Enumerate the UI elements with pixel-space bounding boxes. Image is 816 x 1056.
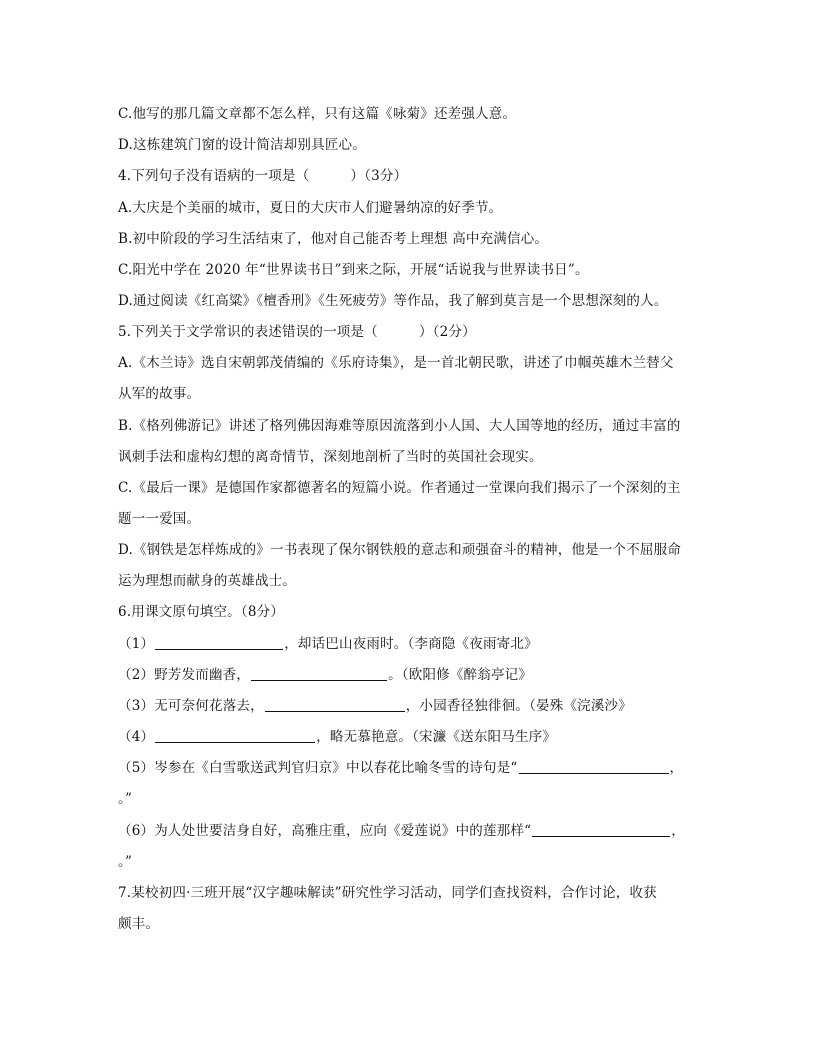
option-4c: C.阳光中学在 2020 年“世界读书日”到来之际，开展“话说我与世界读书日”。: [118, 262, 589, 278]
fill-prefix: （3）无可奈何花落去，: [118, 698, 264, 714]
option-5c-line1: C.《最后一课》是德国作家都德著名的短篇小说。作者通过一堂课向我们揭示了一个深刻的主: [118, 480, 681, 496]
fill-suffix: ，略无慕艳意。（宋濂《送东阳马生序》: [316, 729, 557, 745]
option-5d-line1: D.《钢铁是怎样炼成的》一书表现了保尔钢铁般的意志和顽强奋斗的精神，他是一个不屈服命: [118, 542, 682, 558]
option-5c-line2: 题一一爱国。: [118, 511, 201, 527]
fill-item-2: [118, 665, 708, 685]
question-4: 4.下列句子没有语病的一项是（ ）（3分）: [118, 168, 408, 184]
fill-item-6-cont: 。”: [118, 854, 133, 870]
fill-suffix: ，: [671, 823, 685, 839]
answer-blank-3[interactable]: [265, 697, 405, 712]
option-5a-line2: 从军的故事。: [118, 386, 201, 402]
answer-blank-6[interactable]: [532, 822, 670, 837]
fill-suffix: ，小园香径独徘徊。（晏殊《浣溪沙》: [405, 698, 632, 714]
fill-suffix: ，却话巴山夜雨时。（李商隐《夜雨寄北》: [284, 636, 538, 652]
answer-blank-1[interactable]: [155, 635, 283, 650]
option-5d-line2: 运为理想而献身的英雄战士。: [118, 573, 297, 589]
fill-suffix: 。（欧阳修《醉翁亭记》: [388, 667, 533, 683]
fill-item-6: [118, 821, 708, 841]
fill-item-1: [118, 634, 708, 654]
option-4d: D.通过阅读《红高粱》《檀香刑》《生死疲劳》等作品，我了解到莫言是一个思想深刻的人。: [118, 293, 668, 309]
answer-blank-2[interactable]: [251, 666, 387, 681]
option-5a-line1: A.《木兰诗》选自宋朝郭茂倩编的《乐府诗集》，是一首北朝民歌，讲述了巾帼英雄木兰替父: [118, 355, 674, 371]
option-3d: D.这栋建筑门窗的设计简洁却别具匠心。: [118, 137, 366, 153]
option-4a: A.大庆是个美丽的城市，夏日的大庆市人们避暑纳凉的好季节。: [118, 200, 503, 216]
fill-prefix: （1）: [118, 636, 155, 652]
question-7-line2: 颇丰。: [118, 916, 160, 932]
option-5b-line1: B.《格列佛游记》讲述了格列佛因海难等原因流落到小人国、大人国等地的经历，通过丰富的: [118, 418, 681, 434]
option-4b: B.初中阶段的学习生活结束了，他对自己能否考上理想 高中充满信心。: [118, 231, 549, 247]
question-7-line1: 7.某校初四·三班开展“汉字趣味解读”研究性学习活动，同学们查找资料，合作讨论，收获: [118, 885, 657, 901]
option-3c: C.他写的那几篇文章都不怎么样，只有这篇《咏菊》还差强人意。: [118, 106, 517, 122]
answer-blank-5[interactable]: [519, 759, 669, 774]
fill-prefix: （5）岑参在《白雪歌送武判官归京》中以春花比喻冬雪的诗句是“: [118, 760, 518, 776]
fill-suffix: ，: [669, 760, 684, 776]
question-6: 6.用课文原句填空。（8分）: [118, 604, 285, 620]
fill-item-4: [118, 727, 708, 747]
fill-item-5: [118, 758, 708, 778]
fill-prefix: （4）: [118, 729, 155, 745]
option-5b-line2: 讽刺手法和虚构幻想的离奇情节，深刻地剖析了当时的英国社会现实。: [118, 449, 543, 465]
question-5: 5.下列关于文学常识的表述错误的一项是（ ）（2分）: [118, 324, 476, 340]
fill-prefix: （2）野芳发而幽香，: [118, 667, 251, 683]
answer-blank-4[interactable]: [155, 728, 315, 743]
fill-item-5-cont: 。”: [118, 791, 133, 807]
fill-prefix: （6）为人处世要洁身自好，高雅庄重，应向《爱莲说》中的莲那样“: [118, 823, 532, 839]
fill-item-3: [118, 696, 708, 716]
